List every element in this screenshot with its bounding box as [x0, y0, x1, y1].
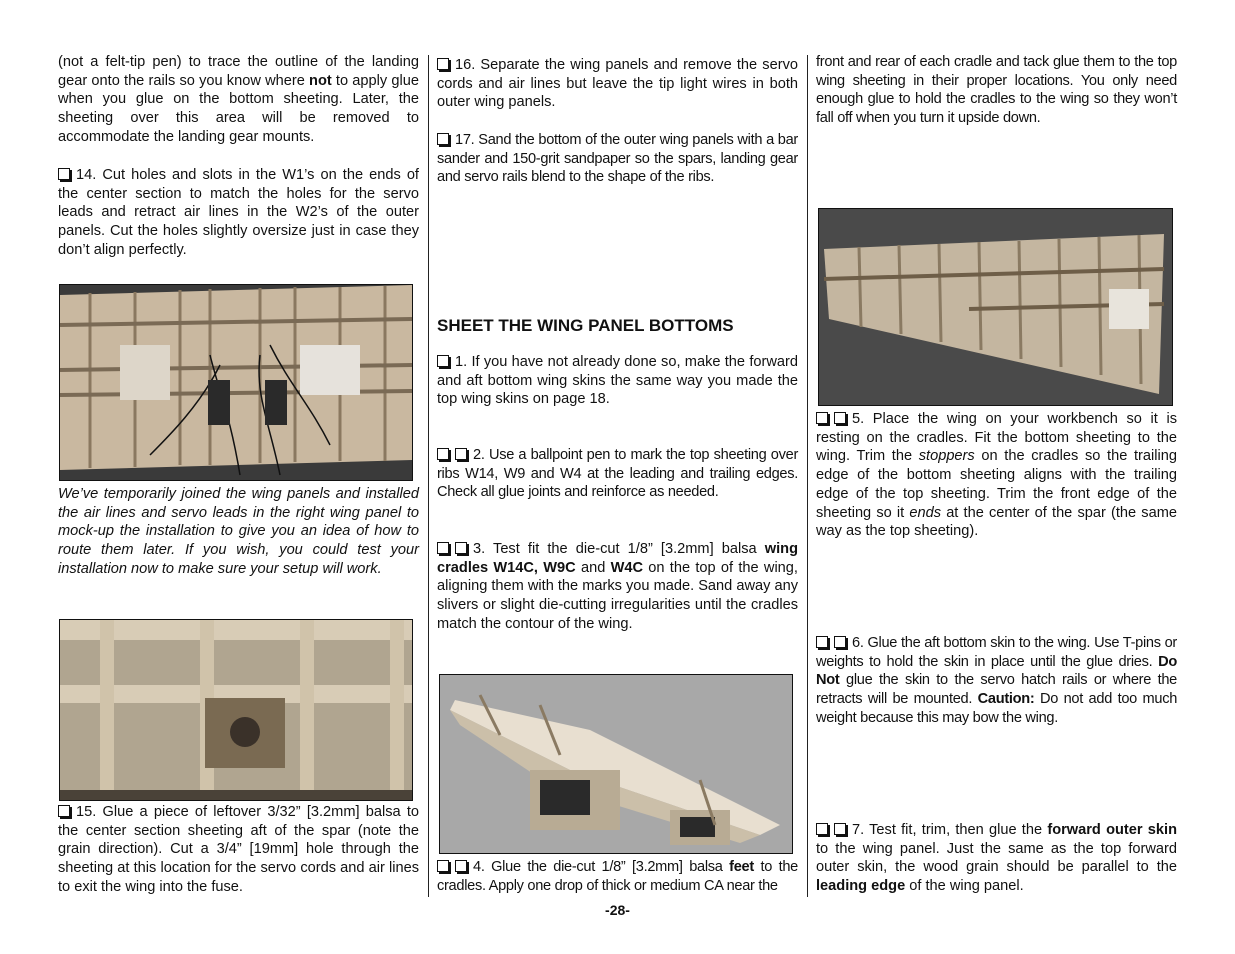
step-14: 14. Cut holes and slots in the W1’s on the ends of the center section to match the holes for the servo leads and retract air lines in the W2’s of the outer panels. Cut the holes slightly oversize just in case they don’t align perfectly. — [58, 167, 419, 258]
checkbox-icon[interactable] — [816, 636, 828, 648]
checkbox-icon[interactable] — [437, 542, 449, 554]
checkbox-icon[interactable] — [437, 860, 449, 872]
checkbox-icon[interactable] — [437, 133, 449, 145]
wing-panel-upside-down-photo — [818, 208, 1173, 406]
checkbox-icon[interactable] — [834, 823, 846, 835]
section-heading: SHEET THE WING PANEL BOTTOMS — [437, 316, 734, 335]
page-number: -28- — [605, 902, 630, 918]
checkbox-icon[interactable] — [58, 168, 70, 180]
checkbox-icon[interactable] — [816, 823, 828, 835]
checkbox-icon[interactable] — [455, 542, 467, 554]
step-sheet-7: 7. Test fit, trim, then glue the forward outer skin to the wing panel. Just the same as the top forward outer skin, the wood grain should be parallel to the leading edge of the wing panel. — [816, 822, 1177, 895]
checkbox-icon[interactable] — [455, 860, 467, 872]
step-sheet-1: 1. If you have not already done so, make the forward and aft bottom wing skins the same way you made the top wing skins on page 18. — [437, 354, 798, 408]
wing-center-section-photo — [59, 284, 413, 481]
checkbox-icon[interactable] — [834, 412, 846, 424]
checkbox-icon[interactable] — [816, 412, 828, 424]
step-sheet-3: 3. Test fit the die-cut 1/8” [3.2mm] balsa wing cradles W14C, W9C and W4C on the top of the wing, aligning them with the marks you made. Sand away any slivers or slight die-cutting irregularities until the cradles match the contour of the wing. — [437, 541, 798, 632]
checkbox-icon[interactable] — [437, 448, 449, 460]
step-sheet-6: 6. Glue the aft bottom skin to the wing. Use T-pins or weights to hold the skin in place until the glue dries. Do Not glue the skin to the servo hatch rails or where the retracts will be mounted. Caution: Do not add too much weight because this may bow the wing. — [816, 635, 1178, 726]
continued-paragraph: front and rear of each cradle and tack glue them to the top wing sheeting in their proper locations. You only need enough glue to hold the cradles to the wing so they won’t fall off when you turn it upside down. — [816, 54, 1177, 127]
checkbox-icon[interactable] — [437, 58, 449, 70]
center-sheeting-photo — [59, 619, 413, 801]
column-divider-left — [428, 55, 429, 897]
wing-on-cradles-photo — [439, 674, 793, 854]
step-sheet-4: 4. Glue the die-cut 1/8” [3.2mm] balsa feet to the cradles. Apply one drop of thick or medium CA near the — [437, 859, 799, 894]
photo-caption: We’ve temporarily joined the wing panels and installed the air lines and servo leads in the right wing panel to mock-up the installation to give you an idea of how to route them later. If you wish, you could test your installation now to make sure your setup will work. — [58, 486, 419, 577]
checkbox-icon[interactable] — [58, 805, 70, 817]
checkbox-icon[interactable] — [455, 448, 467, 460]
step-sheet-5: 5. Place the wing on your workbench so it is resting on the cradles. Fit the bottom sheeting to the wing. Trim the stoppers on the cradles so the trailing edge of the bottom sheeting aligns with the trailing edge of the top sheeting. Trim the front edge of the sheeting so it ends at the center of the spar (the same way as the top sheeting). — [816, 411, 1177, 540]
intro-paragraph: (not a felt-tip pen) to trace the outline of the landing gear onto the rails so you know where not to apply glue when you glue on the bottom sheeting. Later, the sheeting over this area will be removed to accommodate the landing gear mounts. — [58, 54, 419, 145]
step-17: 17. Sand the bottom of the outer wing panels with a bar sander and 150-grit sandpaper so the spars, landing gear and servo rails blend to the shape of the ribs. — [437, 132, 798, 186]
column-divider-right — [807, 55, 808, 897]
step-16: 16. Separate the wing panels and remove the servo cords and air lines but leave the tip light wires in both outer wing panels. — [437, 57, 798, 111]
checkbox-icon[interactable] — [834, 636, 846, 648]
checkbox-icon[interactable] — [437, 355, 449, 367]
step-15: 15. Glue a piece of leftover 3/32” [3.2mm] balsa to the center section sheeting aft of the spar (note the grain direction). Cut a 3/4” [19mm] hole through the sheeting at this location for the servo cords and air lines to exit the wing into the fuse. — [58, 804, 419, 895]
step-sheet-2: 2. Use a ballpoint pen to mark the top sheeting over ribs W14, W9 and W4 at the leading and trailing edges. Check all glue joints and reinforce as needed. — [437, 447, 798, 501]
